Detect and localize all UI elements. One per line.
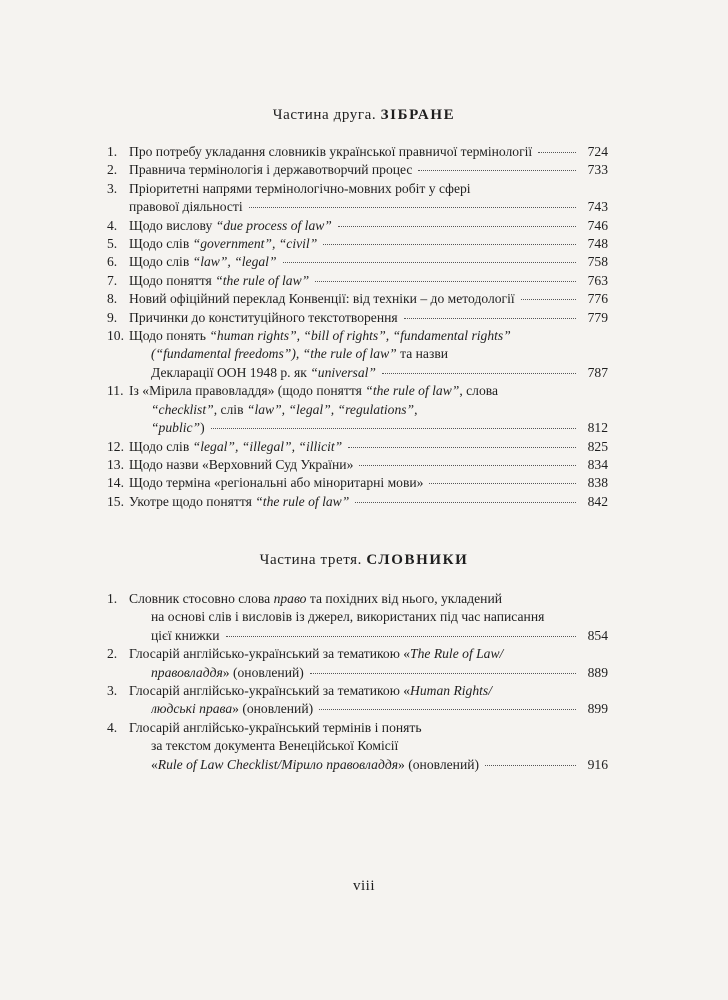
entry-number: 2. xyxy=(107,646,118,662)
entry-title: «Rule of Law Checklist/Мірило правовладдя» (оновлений) xyxy=(151,756,480,772)
part3-prefix: Частина третя. xyxy=(259,552,363,568)
toc-entry[interactable] xyxy=(107,217,608,235)
entry-number: 3. xyxy=(107,180,118,196)
entry-page: 724 xyxy=(587,144,608,159)
part2-heading xyxy=(0,107,728,124)
toc-entry[interactable] xyxy=(107,645,608,682)
entry-number: 11. xyxy=(107,383,124,399)
entry-title-line: Пріоритетні напрями термінологічно-мовних робіт у сфері xyxy=(129,180,471,196)
leader-dots xyxy=(315,281,576,282)
entry-number: 10. xyxy=(107,328,124,344)
entry-page: 889 xyxy=(587,664,608,680)
entry-page: 916 xyxy=(587,756,608,772)
toc-entry[interactable] xyxy=(107,719,608,774)
toc-entry[interactable] xyxy=(107,272,608,290)
entry-title: Причинки до конституційного текстотворення xyxy=(129,309,398,325)
page-number: viii xyxy=(352,878,375,894)
toc-entry[interactable] xyxy=(107,590,608,645)
leader-dots xyxy=(382,373,576,374)
entry-title-line: Щодо понять “human rights”, “bill of rights”, “fundamental rights” xyxy=(129,328,511,344)
entry-page: 748 xyxy=(587,236,608,252)
leader-dots xyxy=(323,244,576,245)
leader-dots xyxy=(404,318,576,319)
leader-dots xyxy=(355,502,576,503)
leader-dots xyxy=(338,226,576,227)
entry-number: 14. xyxy=(107,475,124,491)
entry-title-line: Словник стосовно слова право та похідних від нього, укладений xyxy=(129,591,502,606)
toc-entry[interactable] xyxy=(107,327,608,382)
entry-title: правовладдя» (оновлений) xyxy=(151,664,304,680)
entry-page: 812 xyxy=(587,420,608,436)
entry-page: 779 xyxy=(587,309,608,325)
entry-title: Новий офіційний переклад Конвенції: від техніки – до методології xyxy=(129,291,515,307)
entry-page: 854 xyxy=(587,627,608,643)
leader-dots xyxy=(418,170,576,171)
entry-title: “public”) xyxy=(151,420,205,436)
entry-title: цієї книжки xyxy=(151,627,220,643)
entry-title: Щодо терміна «регіональні або міноритарні мови» xyxy=(129,475,424,491)
entry-page: 842 xyxy=(587,493,608,509)
part2-prefix: Частина друга. xyxy=(272,107,377,123)
entry-title: людські права» (оновлений) xyxy=(151,701,314,717)
entry-title: Укотре щодо поняття “the rule of law” xyxy=(129,493,350,509)
entry-title-line: (“fundamental freedoms”), “the rule of law” та назви xyxy=(151,346,449,362)
toc-entry[interactable] xyxy=(107,493,608,511)
toc-entry[interactable] xyxy=(107,682,608,719)
entry-title: Декларації ООН 1948 р. як “universal” xyxy=(151,364,376,380)
entry-title: Щодо поняття “the rule of law” xyxy=(129,272,310,288)
toc-entry[interactable] xyxy=(107,438,608,456)
entry-number: 15. xyxy=(107,493,124,509)
entry-number: 4. xyxy=(107,719,118,735)
entry-title: Щодо вислову “due process of law” xyxy=(129,217,332,233)
entry-title-line: Глосарій англійсько-український за тематикою «The Rule of Law/ xyxy=(129,646,504,662)
leader-dots xyxy=(226,636,577,637)
entry-page: 899 xyxy=(587,701,608,717)
entry-number: 1. xyxy=(107,144,118,159)
part3-title: СЛОВНИКИ xyxy=(366,552,469,568)
leader-dots xyxy=(359,465,576,466)
entry-number: 12. xyxy=(107,438,124,454)
entry-number: 3. xyxy=(107,683,118,699)
entry-title: Щодо слів “legal”, “illegal”, “illicit” xyxy=(129,438,343,454)
entry-page: 743 xyxy=(587,199,608,215)
leader-dots xyxy=(310,673,576,674)
toc-entry[interactable] xyxy=(107,290,608,308)
entry-title: Щодо назви «Верховний Суд України» xyxy=(129,456,354,472)
entry-title-line: Глосарій англійсько-український термінів і понять xyxy=(129,719,422,735)
toc-entry[interactable] xyxy=(107,382,608,437)
entry-page: 838 xyxy=(587,475,608,491)
part2-title: ЗІБРАНЕ xyxy=(380,107,456,123)
part3-heading xyxy=(0,552,728,569)
entry-number: 9. xyxy=(107,309,118,325)
part3-toc xyxy=(107,590,608,774)
entry-number: 7. xyxy=(107,272,118,288)
leader-dots xyxy=(348,447,576,448)
leader-dots xyxy=(211,428,576,429)
entry-title: правової діяльності xyxy=(129,199,243,215)
entry-number: 6. xyxy=(107,254,118,270)
toc-entry[interactable] xyxy=(107,180,608,217)
entry-page: 746 xyxy=(587,217,608,233)
leader-dots xyxy=(521,299,576,300)
entry-title: Правнича термінологія і державотворчий процес xyxy=(129,162,413,178)
entry-number: 13. xyxy=(107,456,124,472)
entry-title: Щодо слів “law”, “legal” xyxy=(129,254,277,270)
entry-number: 2. xyxy=(107,162,118,178)
entry-title-line: “checklist”, слів “law”, “legal”, “regulations”, xyxy=(151,401,418,417)
leader-dots xyxy=(538,152,576,153)
leader-dots xyxy=(319,709,576,710)
toc-entry[interactable] xyxy=(107,253,608,271)
entry-title: Про потребу укладання словників української правничої термінології xyxy=(129,144,533,159)
entry-title-line: за текстом документа Венеційської Комісії xyxy=(151,738,399,754)
part2-toc xyxy=(107,143,608,511)
toc-entry[interactable] xyxy=(107,474,608,492)
leader-dots xyxy=(485,765,576,766)
entry-title-line: Із «Мірила правовладдя» (щодо поняття “the rule of law”, слова xyxy=(129,383,499,399)
entry-number: 5. xyxy=(107,236,118,252)
entry-page: 733 xyxy=(587,162,608,178)
toc-entry[interactable] xyxy=(107,456,608,474)
entry-title-line: на основі слів і висловів із джерел, використаних під час написання xyxy=(151,609,545,625)
entry-page: 758 xyxy=(587,254,608,270)
entry-number: 8. xyxy=(107,291,118,307)
entry-page: 787 xyxy=(587,364,608,380)
leader-dots xyxy=(249,207,576,208)
toc-entry[interactable] xyxy=(107,309,608,327)
toc-entry[interactable] xyxy=(107,235,608,253)
entry-page: 776 xyxy=(587,291,608,307)
toc-entry[interactable] xyxy=(107,161,608,179)
entry-page: 834 xyxy=(587,456,608,472)
entry-page: 825 xyxy=(587,438,608,454)
toc-entry[interactable] xyxy=(107,143,608,161)
leader-dots xyxy=(429,483,576,484)
entry-page: 763 xyxy=(587,272,608,288)
entry-number: 4. xyxy=(107,217,118,233)
entry-number: 1. xyxy=(107,591,118,606)
entry-title-line: Глосарій англійсько-український за тематикою «Human Rights/ xyxy=(129,683,492,699)
leader-dots xyxy=(283,262,576,263)
entry-title: Щодо слів “government”, “civil” xyxy=(129,236,318,252)
